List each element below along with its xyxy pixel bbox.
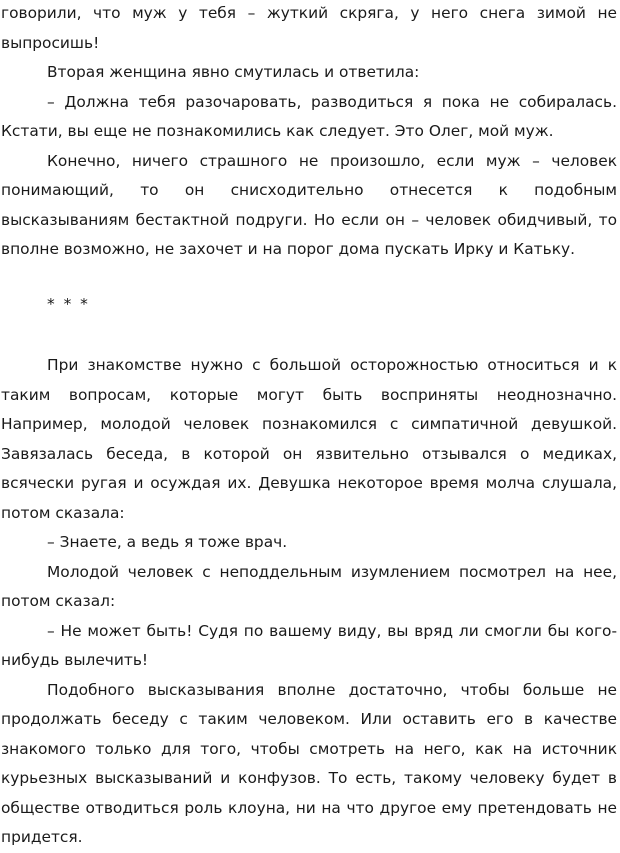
paragraph: говорили, что муж у тебя – жуткий скряга, у него снега зимой не выпросишь! xyxy=(1,4,617,52)
section-separator: * * * xyxy=(47,294,90,313)
paragraph: – Должна тебя разочаровать, разводиться я пока не собиралась. Кстати, вы еще не познакомились как следует. Это Олег, мой муж. xyxy=(1,92,617,140)
paragraph: – Не может быть! Судя по вашему виду, вы вряд ли смогли бы кого-нибудь вылечить! xyxy=(1,621,617,669)
paragraph: Конечно, ничего страшного не произошло, если муж – человек понимающий, то он снисходительно отнесется к подобным высказываниям бестактной подруги. Но если он – человек обидчивый, то вполне возможно, не захочет и на порог дома пускать Ирку и Катьку. xyxy=(1,151,617,258)
paragraph: Подобного высказывания вполне достаточно, чтобы больше не продолжать беседу с таким человеком. Или оставить его в качестве знакомого только для того, чтобы смотреть на него, как на источник курьезных высказываний и конфузов. То есть, такому человеку будет в обществе отводиться роль клоуна, ни на что другое ему претендовать не придется. xyxy=(1,680,617,846)
paragraph: – Знаете, а ведь я тоже врач. xyxy=(47,533,288,551)
paragraph: Молодой человек с неподдельным изумлением посмотрел на нее, потом сказал: xyxy=(1,562,617,610)
paragraph: Вторая женщина явно смутилась и ответила: xyxy=(47,63,420,81)
paragraph: При знакомстве нужно с большой осторожностью относиться и к таким вопросам, которые могут быть восприняты неоднозначно. Например, молодой человек познакомился с симпатичной девушкой. Завязалась беседа, в которой он язвительно отзывался о медиках, всячески ругая и осуждая их. Девушка некоторое время молча слушала, потом сказала: xyxy=(1,356,617,522)
